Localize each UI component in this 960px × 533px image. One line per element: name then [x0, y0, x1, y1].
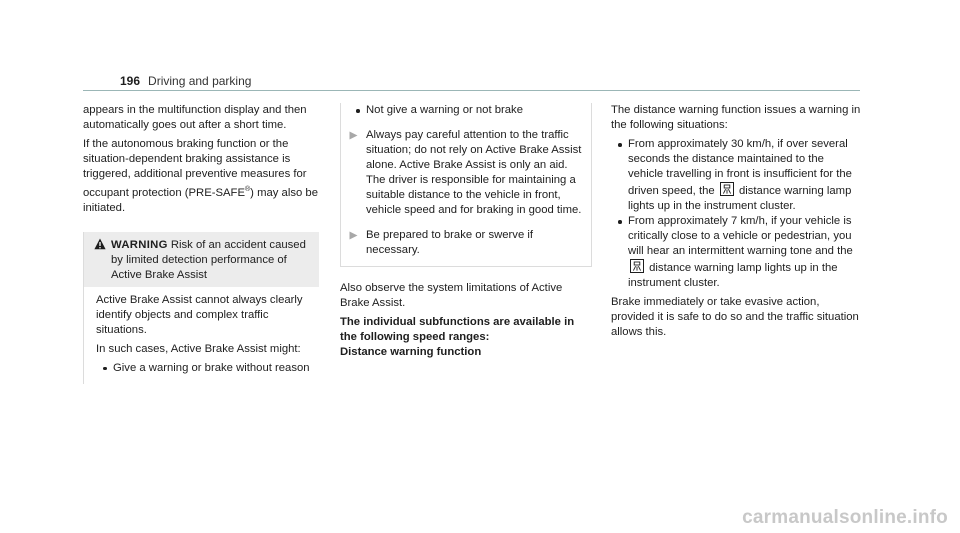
- distance-warning-lamp-icon: [720, 182, 734, 196]
- bullet-dot: [618, 220, 622, 224]
- bullet-text-b: distance warning lamp lights up in the instrument cluster.: [628, 262, 838, 289]
- bullet-text: Not give a warning or not brake: [366, 104, 523, 116]
- continued-bullet-list: [349, 103, 583, 118]
- warning-bullet-list: [96, 361, 311, 376]
- watermark: carmanualsonline.info: [742, 507, 948, 528]
- intro-paragraph-2-text-b: ) may also be initiated.: [83, 186, 318, 214]
- instruction-text: Always pay careful attention to the traffic situation; do not rely on Active Brake Assist alone. Active Brake Assist is only an aid. The driver is responsible for maintaining a suitable distance to the vehicle in front, vehicle speed and for braking in good time.: [366, 129, 582, 216]
- instruction-text: Be prepared to brake or swerve if necessary.: [366, 229, 534, 256]
- column-2: [340, 103, 592, 360]
- distance-warning-lamp-icon: [630, 259, 644, 273]
- warning-header: [84, 232, 319, 287]
- list-item: [611, 137, 861, 214]
- bullet-dot: [356, 109, 360, 113]
- list-item: [611, 214, 861, 291]
- closing-paragraph: Brake immediately or take evasive action, provided it is safe to do so and the traffic situation allows this.: [611, 296, 859, 338]
- bullet-dot: [103, 367, 107, 371]
- warning-triangle-icon: [94, 238, 106, 250]
- warning-block: [83, 232, 319, 384]
- observe-limitations-text: Also observe the system limitations of Active Brake Assist.: [340, 282, 563, 309]
- section-title: Driving and parking: [148, 74, 252, 88]
- instruction-1: [349, 128, 583, 218]
- list-item: [96, 361, 311, 376]
- bullet-text: Give a warning or brake without reason: [113, 361, 310, 374]
- warning-body-paragraph-2: In such cases, Active Brake Assist might:: [96, 342, 301, 355]
- instruction-2: [349, 228, 583, 258]
- page-header: [120, 74, 251, 89]
- distance-warning-heading: Distance warning function: [340, 346, 482, 358]
- intro-paragraph-1: appears in the multifunction display and then automatically goes out after a short time.: [83, 104, 307, 131]
- warning-continuation-box: [340, 103, 592, 267]
- registered-mark: ®: [245, 186, 251, 193]
- warning-label: WARNING: [111, 238, 168, 251]
- bullet-text-b: distance warning lamp lights up in the instrument cluster.: [628, 185, 852, 212]
- warning-body-paragraph-1: Active Brake Assist cannot always clearly identify objects and complex traffic situations.: [96, 293, 303, 336]
- subfunctions-heading: The individual subfunctions are available in the following speed ranges:: [340, 316, 575, 343]
- header-divider: [83, 90, 860, 91]
- bullet-text-a: From approximately 30 km/h, if over several seconds the distance maintained to the vehicle travelling in front is insufficient for the driven speed, the: [628, 138, 852, 197]
- bullet-dot: [618, 143, 622, 147]
- arrow-right-icon: [349, 231, 358, 240]
- intro-paragraph-2: [83, 137, 319, 216]
- page-number: 196: [120, 74, 141, 88]
- bullet-text-a: From approximately 7 km/h, if your vehicle is critically close to a vehicle or pedestrian, you will hear an intermittent warning tone and the: [628, 215, 853, 257]
- arrow-right-icon: [349, 131, 358, 140]
- distance-warning-intro: The distance warning function issues a warning in the following situations:: [611, 104, 861, 131]
- distance-warning-bullets: [611, 137, 861, 291]
- column-1: [83, 103, 319, 384]
- list-item: [349, 103, 583, 118]
- column-3: [611, 103, 861, 344]
- warning-body: [84, 287, 319, 384]
- intro-paragraph-2-text-a: If the autonomous braking function or the situation-dependent braking assistance is triggered, additional preventive measures for occupant protection (PRE-SAFE: [83, 138, 307, 199]
- warning-headline: Risk of an accident caused by limited detection performance of Active Brake Assist: [111, 238, 306, 281]
